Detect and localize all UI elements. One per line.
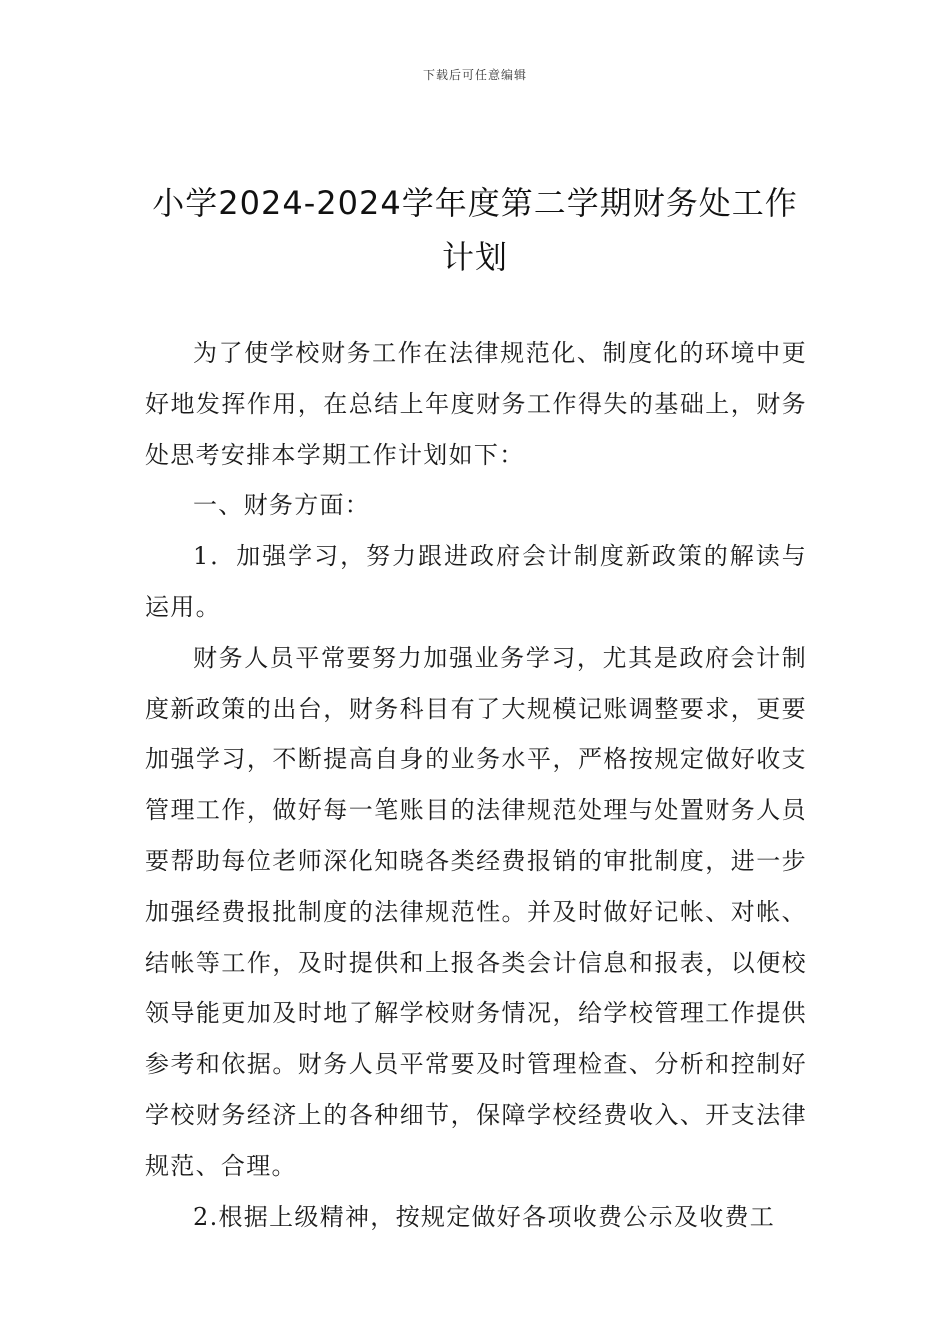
- paragraph-item-1-detail: 财务人员平常要努力加强业务学习，尤其是政府会计制度新政策的出台，财务科目有了大规模记账调整要求，更要加强学习，不断提高自身的业务水平，严格按规定做好收支管理工作，做好每一笔账目的法律规范处理与处置财务人员要帮助每位老师深化知晓各类经费报销的审批制度，进一步加强经费报批制度的法律规范性。并及时做好记帐、对帐、结帐等工作，及时提供和上报各类会计信息和报表，以便校领导能更加及时地了解学校财务情况，给学校管理工作提供参考和依据。财务人员平常要及时管理检查、分析和控制好学校财务经济上的各种细节，保障学校经费收入、开支法律规范、合理。: [145, 643, 807, 1180]
- paragraph-intro: 为了使学校财务工作在法律规范化、制度化的环境中更好地发挥作用，在总结上年度财务工作得失的基础上，财务处思考安排本学期工作计划如下：: [145, 339, 807, 469]
- document-title: 小学2024-2024学年度第二学期财务处工作计划: [152, 184, 798, 276]
- item-heading-2: 2.根据上级精神，按规定做好各项收费公示及收费工: [193, 1202, 776, 1231]
- document-body: [145, 328, 807, 1242]
- item-heading-1: 1．加强学习，努力跟进政府会计制度新政策的解读与运用。: [145, 542, 807, 621]
- section-heading-finance: 一、财务方面：: [193, 491, 371, 520]
- header-note: 下载后可任意编辑: [422, 68, 527, 82]
